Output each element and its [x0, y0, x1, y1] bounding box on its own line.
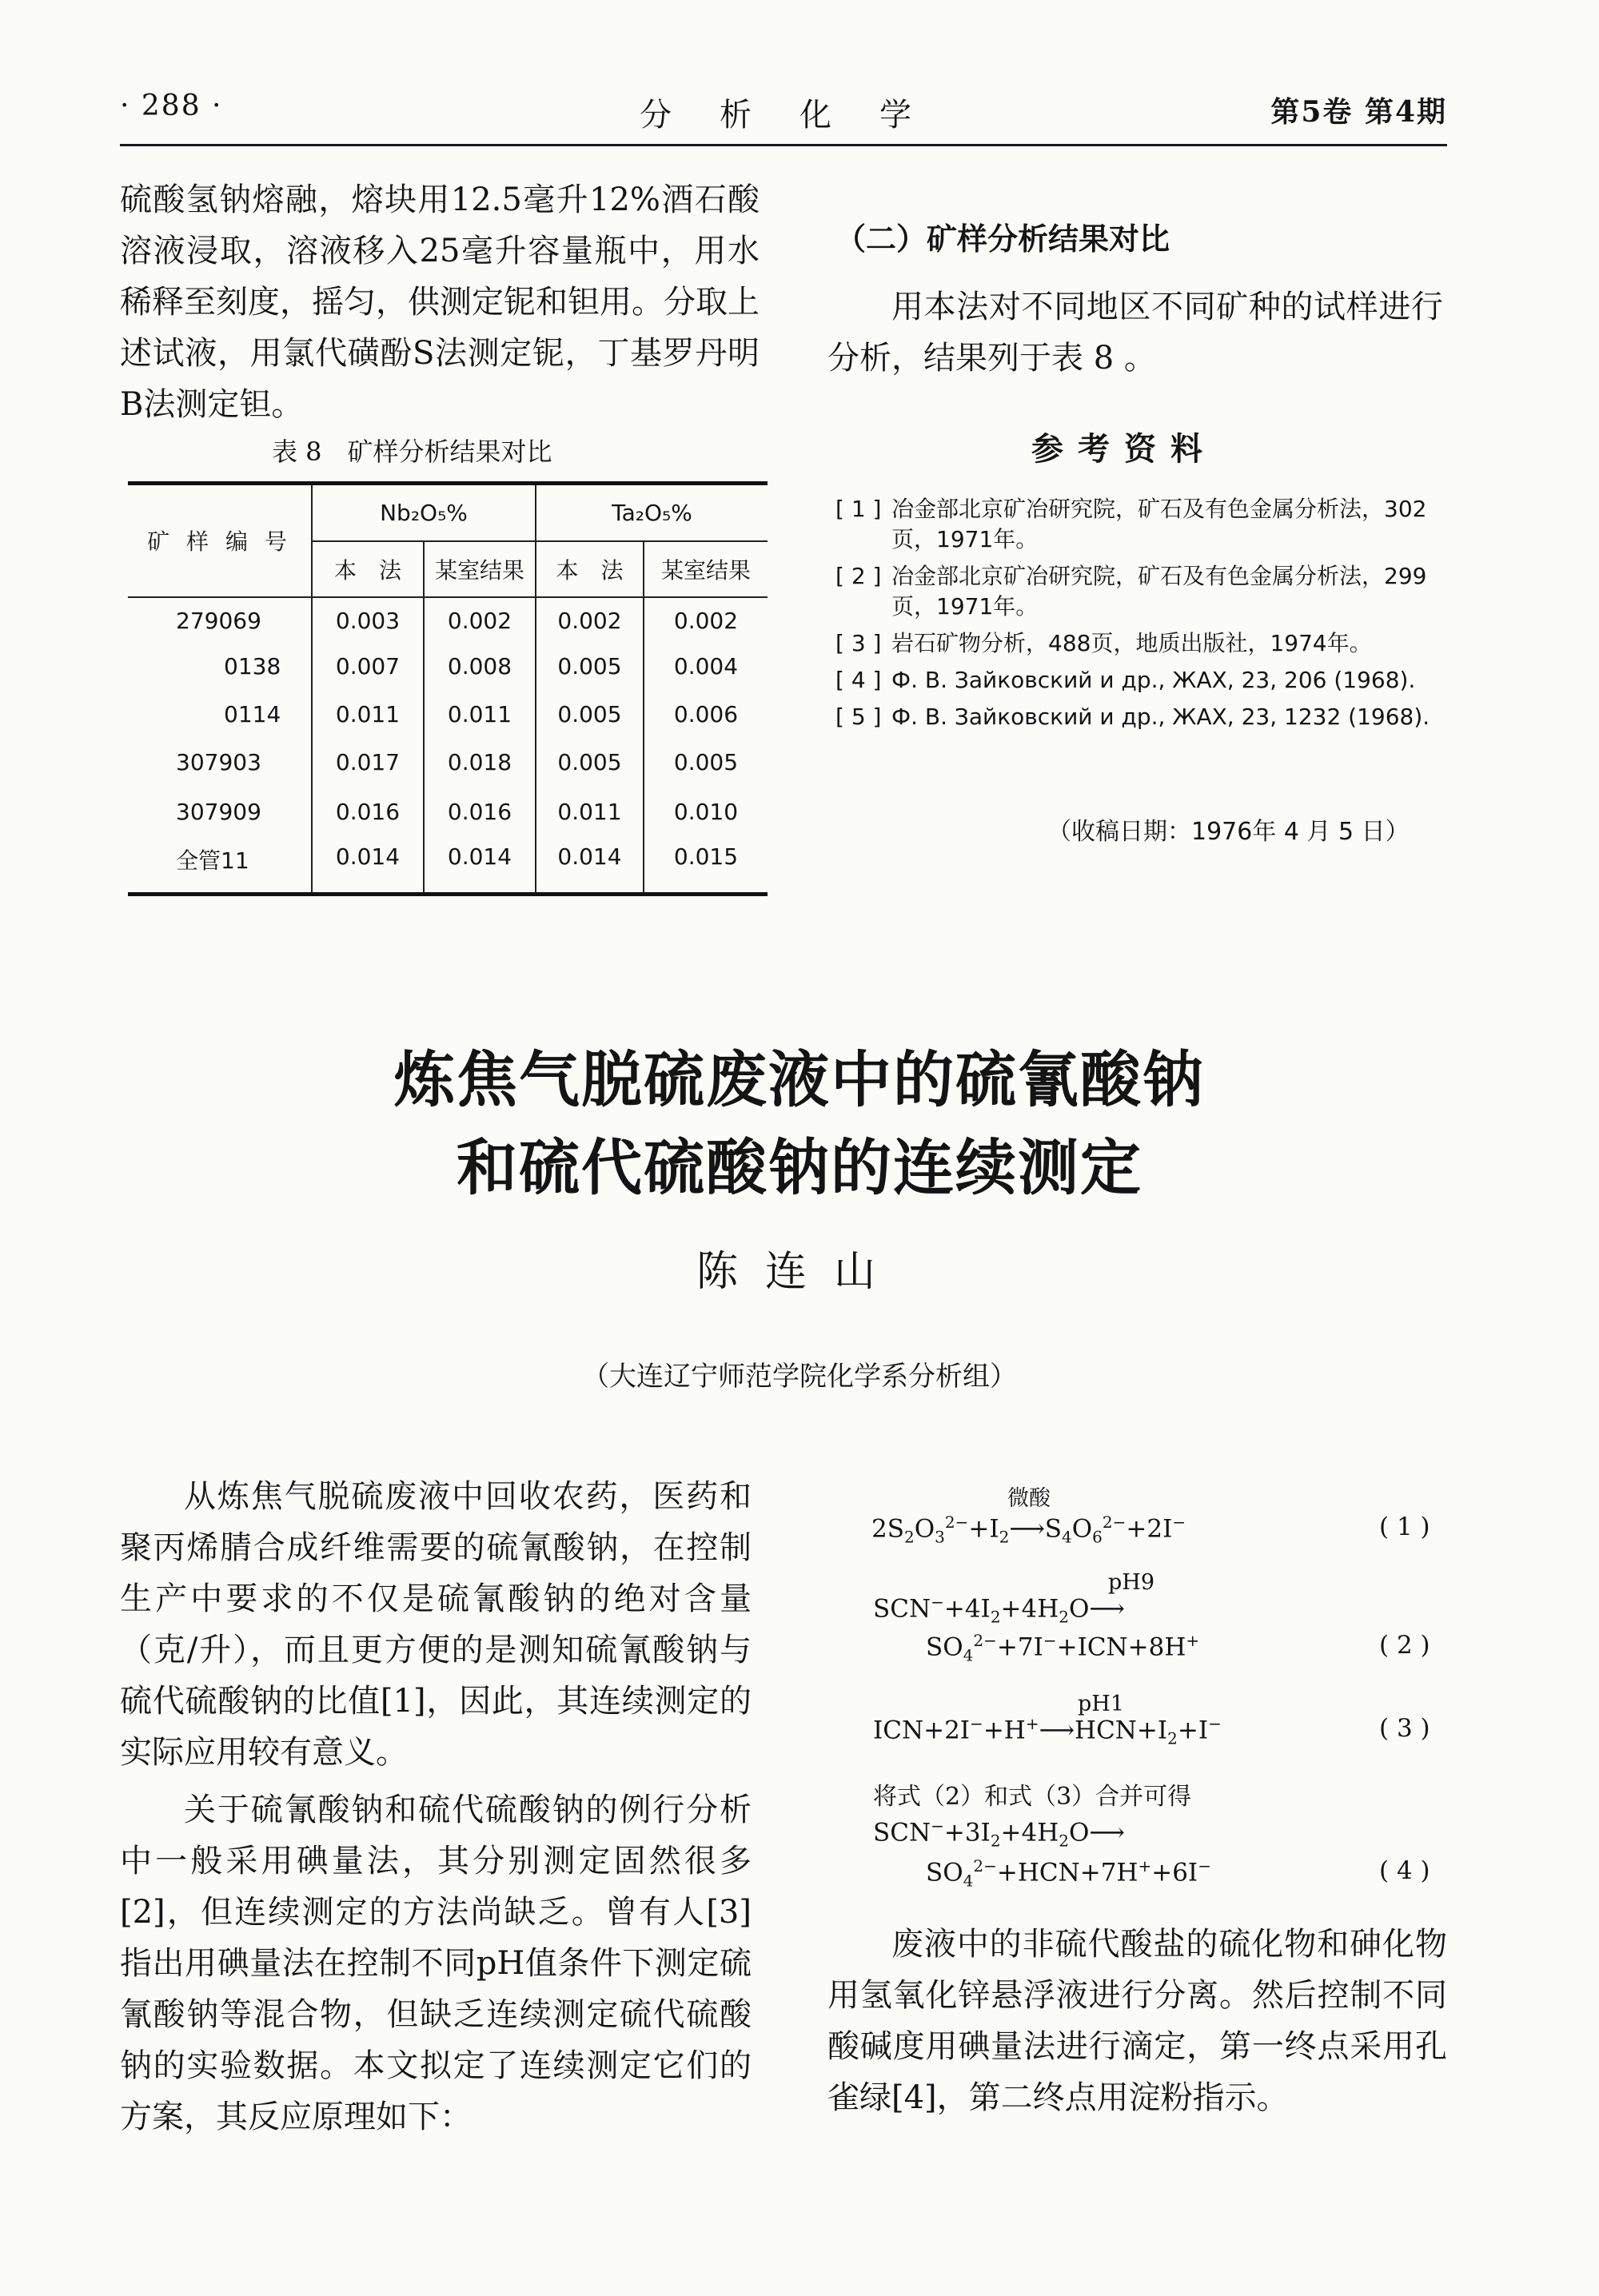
equation-2b: $SO_4^{2-}+7I^-+ICN+8H^+$ [926, 1631, 1200, 1665]
table-group-ta: Ta₂O₅% [536, 484, 768, 541]
body-paragraph: 从炼焦气脱硫废液中回收农药，医药和聚丙烯腈合成纤维需要的硫氰酸钠，在控制生产中要求的不仅是硫氰酸钠的绝对含量（克/升），而且更方便的是测知硫氰酸钠与硫代硫酸钠的比值[1]，因此，其连续测定的实际应用较有意义。 [120, 1478, 752, 1771]
table-sub-lab: 某室结果 [424, 541, 536, 597]
section-text: 用本法对不同地区不同矿种的试样进行分析，结果列于表 8 。 [827, 289, 1443, 377]
references-title: 参考资料 [1031, 430, 1217, 468]
table-row: 307903 0.017 0.018 0.005 0.005 [128, 739, 768, 786]
reference-item: [ 4 ] Ф. В. Зайковский и др., ЖАХ, 23, 206 (1968). [835, 667, 1416, 693]
reference-item: [ 5 ] Ф. В. Зайковский и др., ЖАХ, 23, 1232 (1968). [835, 704, 1430, 730]
table-row: 0138 0.007 0.008 0.005 0.004 [128, 644, 768, 690]
body-paragraph: 废液中的非硫代酸盐的硫化物和砷化物用氢氧化锌悬浮液进行分离。然后控制不同酸碱度用碘量法进行滴定，第一终点采用孔雀绿[4]，第二终点用淀粉指示。 [827, 1926, 1447, 2116]
reference-item: [ 2 ] 冶金部北京矿冶研究院，矿石及有色金属分析法，299页，1971年。 [835, 563, 1427, 620]
issue-info: 第5卷 第4期 [1270, 95, 1447, 129]
equation-number: ( 1 ) [1379, 1513, 1430, 1541]
reference-item: [ 1 ] 冶金部北京矿冶研究院，矿石及有色金属分析法，302页，1971年。 [835, 496, 1427, 552]
eq1-condition: 微酸 [1007, 1486, 1051, 1511]
table-sub-method: 本 法 [312, 541, 424, 597]
body-paragraph: 关于硫氰酸钠和硫代硫酸钠的例行分析中一般采用碘量法，其分别测定固然很多[2]，但连续测定的方法尚缺乏。曾有人[3]指出用碘量法在控制不同pH值条件下测定硫氰酸钠等混合物，但缺乏连续测定硫代硫酸钠的实验数据。本文拟定了连续测定它们的方案，其反应原理如下： [120, 1792, 752, 2135]
equation-4b: $SO_4^{2-}+HCN+7H^++6I^-$ [926, 1856, 1211, 1891]
table-sub-method: 本 法 [536, 541, 644, 597]
journal-name: 分析化学 [640, 97, 959, 134]
eq2-condition: pH9 [1108, 1570, 1155, 1595]
equation-number: ( 3 ) [1379, 1714, 1430, 1743]
combine-text: 将式（2）和式（3）合并可得 [873, 1783, 1192, 1811]
equation-number: ( 4 ) [1379, 1856, 1430, 1885]
eq3-condition: pH1 [1078, 1692, 1125, 1716]
received-date: （收稿日期：1976年 4 月 5 日） [1047, 818, 1410, 846]
header-rule [120, 144, 1447, 146]
article-author: 陈连山 [696, 1248, 903, 1296]
article-body-left [120, 1471, 752, 2143]
prev-body-paragraph: 硫酸氢钠熔融，熔块用12.5毫升12%酒石酸溶液浸取，溶液移入25毫升容量瓶中，用水稀释至刻度，摇匀，供测定铌和钽用。分取上述试液，用氯代磺酚S法测定铌，丁基罗丹明B法测定钽。 [120, 181, 760, 423]
article-affiliation: （大连辽宁师范学院化学系分析组） [582, 1361, 1017, 1393]
section-title: （二）矿样分析结果对比 [835, 221, 1170, 257]
table-group-nb: Nb₂O₅% [312, 484, 536, 541]
table-row: 279069 0.003 0.002 0.002 0.002 [128, 597, 768, 644]
equation-1: $2S_2O_3^{2-}+I_2⟶S_4O_6^{2-}+2I^-$ [871, 1513, 1186, 1547]
reference-item: [ 3 ] 岩石矿物分析，488页，地质出版社，1974年。 [835, 630, 1372, 656]
table-sub-lab: 某室结果 [660, 556, 751, 584]
table-row: 全管11 0.014 0.014 0.014 0.015 [128, 839, 768, 895]
reference-list [835, 494, 1431, 739]
results-table [128, 481, 768, 896]
table-row: 307909 0.016 0.016 0.011 0.010 [128, 786, 768, 839]
equation-3: $ICN+2I^-+H^+⟶HCN+I_2+I^-$ [873, 1714, 1222, 1748]
equation-number: ( 2 ) [1379, 1631, 1430, 1660]
equation-4a: $SCN^-+3I_2+4H_2O⟶$ [873, 1816, 1125, 1851]
table-caption: 表 8 矿样分析结果对比 [272, 436, 552, 467]
table-row-header: 矿 样 编 号 [128, 484, 312, 597]
article-title-line1: 炼焦气脱硫废液中的硫氰酸钠 [394, 1044, 1205, 1115]
equation-2a: $SCN^-+4I_2+4H_2O⟶$ [873, 1592, 1125, 1627]
page-number: · 288 · [120, 90, 223, 122]
article-title-line2: 和硫代硫酸钠的连续测定 [457, 1132, 1142, 1203]
table-row: 0114 0.011 0.011 0.005 0.006 [128, 690, 768, 739]
